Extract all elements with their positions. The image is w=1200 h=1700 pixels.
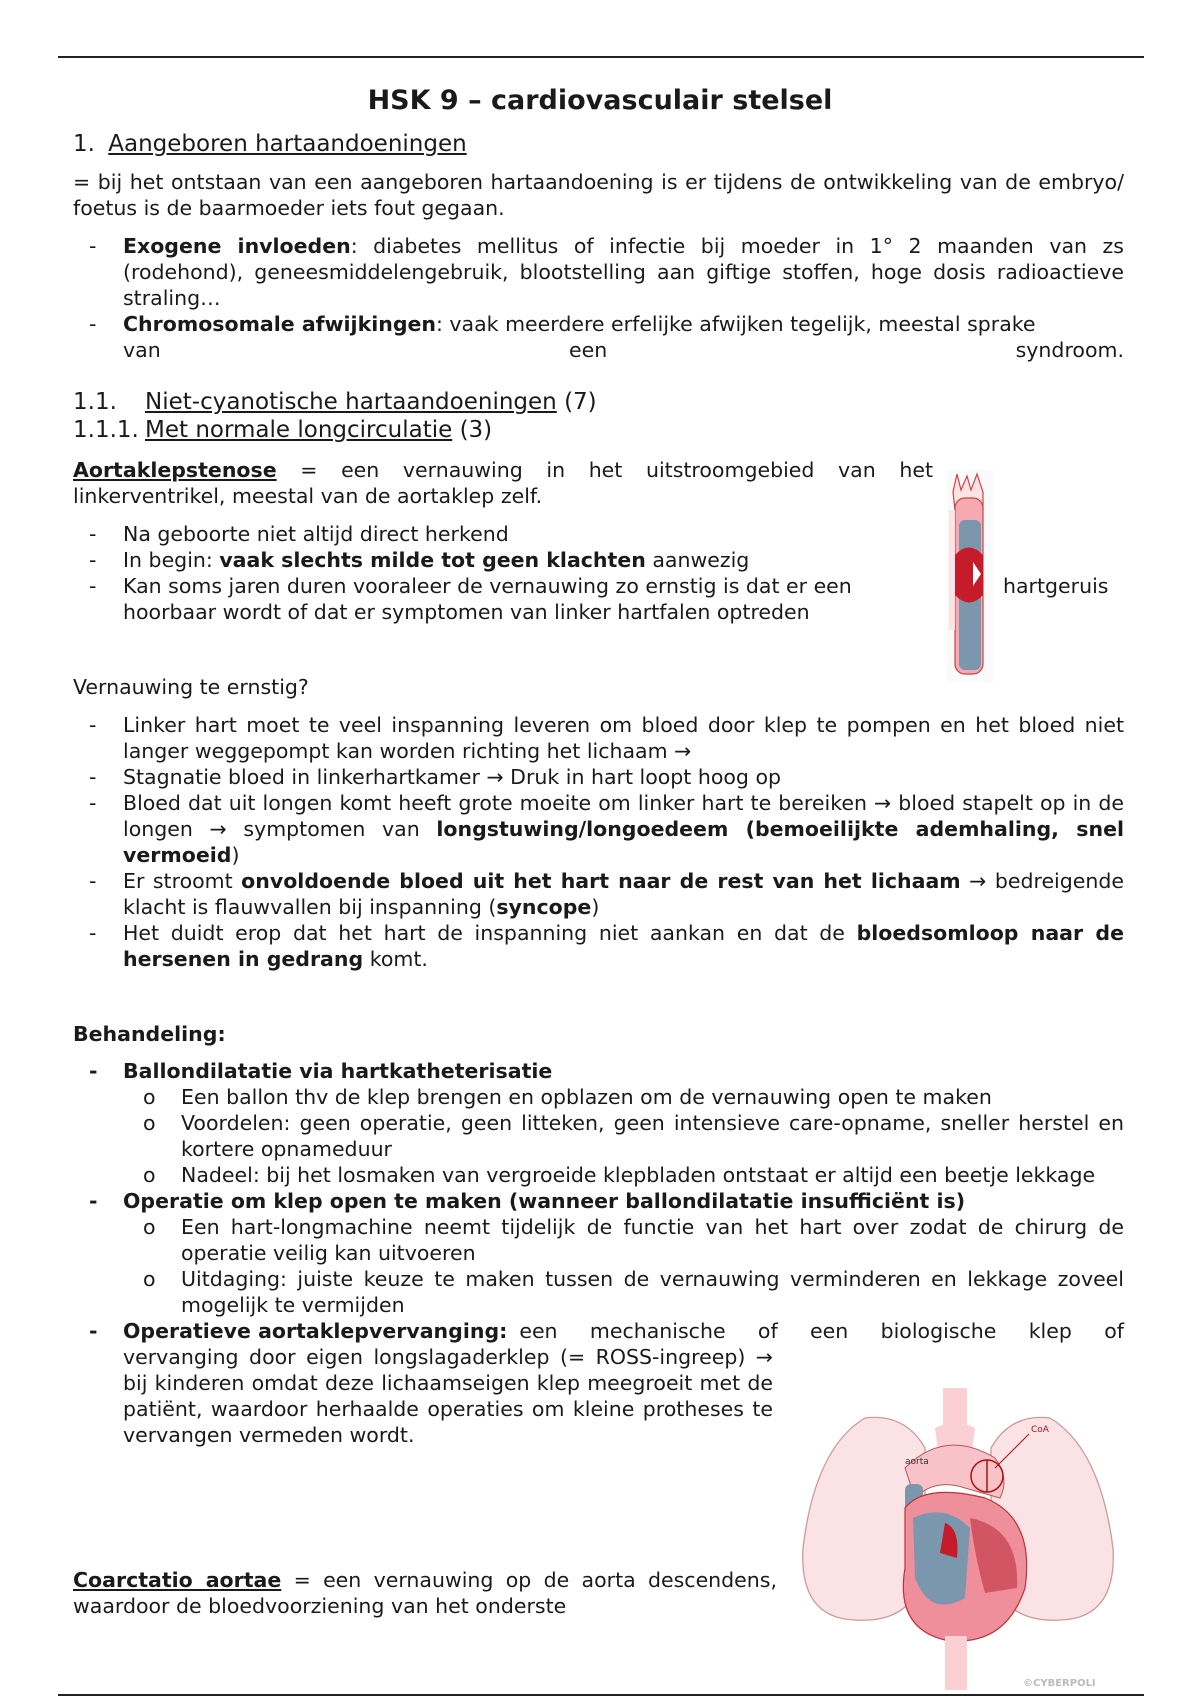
treatment-line (123, 1318, 1124, 1344)
term: Aortaklepstenose (73, 458, 277, 482)
list-item (73, 868, 1124, 920)
list-item: - Stagnatie bloed in linkerhartkamer → Druk in hart loopt hoog op (73, 764, 1124, 790)
list-item (73, 233, 1124, 311)
heart-lungs-illustration (795, 1388, 1125, 1690)
item-text: aanwezig (645, 548, 750, 572)
sub-item: o Nadeel: bij het losmaken van vergroeide klepbladen ontstaat er altijd een beetje lekkage (123, 1162, 1124, 1188)
list-item (73, 790, 1124, 868)
vernauwing-list (73, 712, 1124, 972)
term: Coarctatio aortae (73, 1568, 282, 1592)
list-item (73, 1058, 1124, 1188)
item-bold: onvoldoende bloed uit het hart naar de rest van het lichaam (241, 869, 961, 893)
item-text: Er stroomt (123, 869, 242, 893)
cause-text-continued (123, 337, 1124, 363)
subsection-title: Met normale longcirculatie (145, 417, 453, 443)
word: een (569, 338, 608, 362)
list-item (73, 311, 1124, 363)
definition: = een vernauwing in het uitstroomgebied van het linkerventrikel, meestal van de aortaklep zelf. (73, 458, 933, 508)
footer-rule (58, 1694, 1144, 1696)
item-text: ) (231, 843, 240, 867)
section-number: 1. (73, 131, 95, 157)
subsection-heading-1-1-1 (73, 416, 492, 444)
list-item (73, 920, 1124, 972)
item-bold: syncope (496, 895, 592, 919)
behandeling-heading: Behandeling: (73, 1022, 226, 1046)
item-bold: bloedsomloop naar de hersenen in gedrang (123, 921, 1124, 971)
definition: = een vernauwing op de aorta descendens, waardoor de bloedvoorziening van het onderste (73, 1568, 777, 1618)
treatment-title: Ballondilatatie via hartkatheterisatie (123, 1059, 553, 1083)
treatment-title: - Operatieve aortaklepvervanging: (123, 1319, 508, 1343)
cause-term: Chromosomale afwijkingen (123, 312, 436, 336)
cause-term: Exogene invloeden (123, 234, 351, 258)
cause-text: : vaak meerdere erfelijke afwijken tegelijk, meestal sprake (436, 312, 1036, 336)
sub-item: o Een hart-longmachine neemt tijdelijk de functie van het hart over zodat de chirurg de operatie veilig kan uitvoeren (123, 1214, 1124, 1266)
list-item (73, 1188, 1124, 1318)
subsection-count: (3) (459, 417, 493, 443)
page-title: HSK 9 – cardiovasculair stelsel (367, 85, 833, 116)
treatment-title: Operatie om klep open te maken (wanneer ballondilatatie insufficiënt is) (123, 1189, 966, 1213)
causes-list (73, 233, 1124, 363)
subsection-count: (7) (564, 389, 597, 415)
cause-text: : diabetes mellitus of infectie bij moeder in 1° 2 maanden van zs (rodehond), geneesmiddelengebruik, blootstelling aan giftige stoffen, hoge dosis radioactieve straling… (123, 234, 1124, 310)
sub-item: o Een ballon thv de klep brengen en opblazen om de vernauwing open te maken (123, 1084, 1124, 1110)
item-text: In begin: (123, 548, 220, 572)
word: van (123, 338, 161, 362)
watermark: ©CYBERPOLI (1023, 1678, 1096, 1689)
item-text: hartgeruis (1003, 574, 1109, 598)
subsection-title: Niet-cyanotische hartaandoeningen (145, 389, 557, 415)
item-text: ) (591, 895, 600, 919)
item-text: een mechanische of een biologische klep of (519, 1319, 1124, 1343)
item-text: komt. (363, 947, 428, 971)
subsection-heading-1-1 (73, 388, 597, 416)
word: syndroom. (1015, 338, 1124, 362)
section-title: Aangeboren hartaandoeningen (108, 131, 467, 157)
vernauwing-heading: Vernauwing te ernstig? (73, 675, 309, 699)
subsection-number: 1.1.1. (73, 417, 139, 443)
sub-item: o Uitdaging: juiste keuze te maken tussen de vernauwing verminderen en lekkage zoveel mogelijk te vermijden (123, 1266, 1124, 1318)
sub-item: o Voordelen: geen operatie, geen litteken, geen intensieve care-opname, sneller herstel en kortere opnameduur (123, 1110, 1124, 1162)
item-text: Het duidt erop dat het hart de inspanning niet aankan en dat de (123, 921, 857, 945)
item-text: Bloed dat uit longen komt heeft grote moeite om linker hart te bereiken → bloed stapelt op in de longen → symptomen van (123, 791, 1124, 841)
list-item: - Linker hart moet te veel inspanning leveren om bloed door klep te pompen en het bloed niet langer weggepompt kan worden richting het lichaam → (73, 712, 1124, 764)
item-text: Kan soms jaren duren vooraleer de vernauwing zo ernstig is dat er een (123, 574, 852, 598)
aortic-stenosis-illustration (945, 470, 995, 682)
coarctatio-definition (73, 1567, 777, 1619)
item-text: → bedreigende klacht is flauwvallen bij inspanning ( (123, 869, 1124, 919)
aortaklep-definition (73, 457, 933, 509)
intro-paragraph: = bij het ontstaan van een aangeboren hartaandoening is er tijdens de ontwikkeling van de embryo/ foetus is de baarmoeder iets fout gegaan. (73, 170, 1124, 220)
header-rule (58, 56, 1144, 58)
item-text: hoorbaar wordt of dat er symptomen van linker hartfalen optreden (123, 600, 810, 624)
item-bold: vaak slechts milde tot geen klachten (219, 548, 646, 572)
item-bold: longstuwing/longoedeem (bemoeilijkte ademhaling, snel vermoeid (123, 817, 1124, 867)
item-text: Na geboorte niet altijd direct herkend (123, 522, 509, 546)
subsection-number: 1.1. (73, 389, 117, 415)
item-text: vervanging door eigen longslagaderklep (= ROSS-ingreep) → bij kinderen omdat deze lichaamseigen klep meegroeit met de patiënt, waardoor herhaalde operaties om kleine protheses te vervangen vermeden wordt. (123, 1345, 773, 1447)
label-coa: CoA (1031, 1425, 1049, 1435)
section-heading-1 (73, 130, 467, 158)
label-aorta: aorta (905, 1457, 929, 1467)
